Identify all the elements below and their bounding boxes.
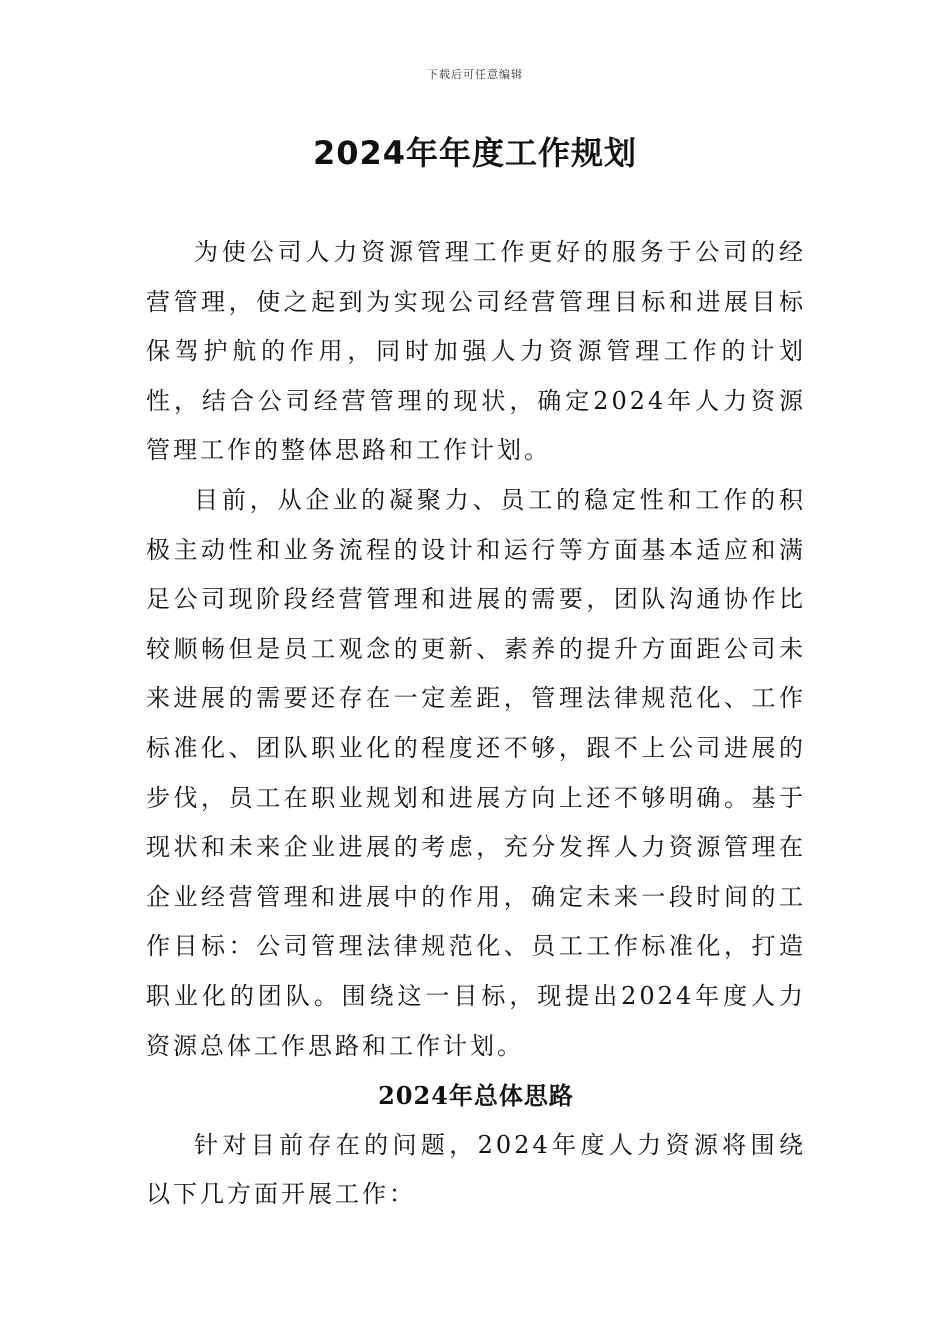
section-paragraph: 针对目前存在的问题，2024年度人力资源将围绕以下几方面开展工作： xyxy=(146,1130,806,1209)
document-title: 2024年年度工作规划 xyxy=(312,134,638,172)
body-paragraph-1: 为使公司人力资源管理工作更好的服务于公司的经营管理，使之起到为实现公司经营管理目标和进展目标保驾护航的作用，同时加强人力资源管理工作的计划性，结合公司经营管理的现状，确定2024年人力资源管理工作的整体思路和工作计划。 xyxy=(146,238,806,465)
body-paragraph-2: 目前，从企业的凝聚力、员工的稳定性和工作的积极主动性和业务流程的设计和运行等方面基本适应和满足公司现阶段经营管理和进展的需要，团队沟通协作比较顺畅但是员工观念的更新、素养的提升方面距公司未来进展的需要还存在一定差距，管理法律规范化、工作标准化、团队职业化的程度还不够，跟不上公司进展的步伐，员工在职业规划和进展方向上还不够明确。基于现状和未来企业进展的考虑，充分发挥人力资源管理在企业经营管理和进展中的作用，确定未来一段时间的工作目标：公司管理法律规范化、员工工作标准化，打造职业化的团队。围绕这一目标，现提出2024年度人力资源总体工作思路和工作计划。 xyxy=(146,485,806,1060)
header-note: 下载后可任意编辑 xyxy=(427,68,523,81)
document-body xyxy=(146,228,806,1220)
section-heading: 2024年总体思路 xyxy=(378,1081,574,1111)
